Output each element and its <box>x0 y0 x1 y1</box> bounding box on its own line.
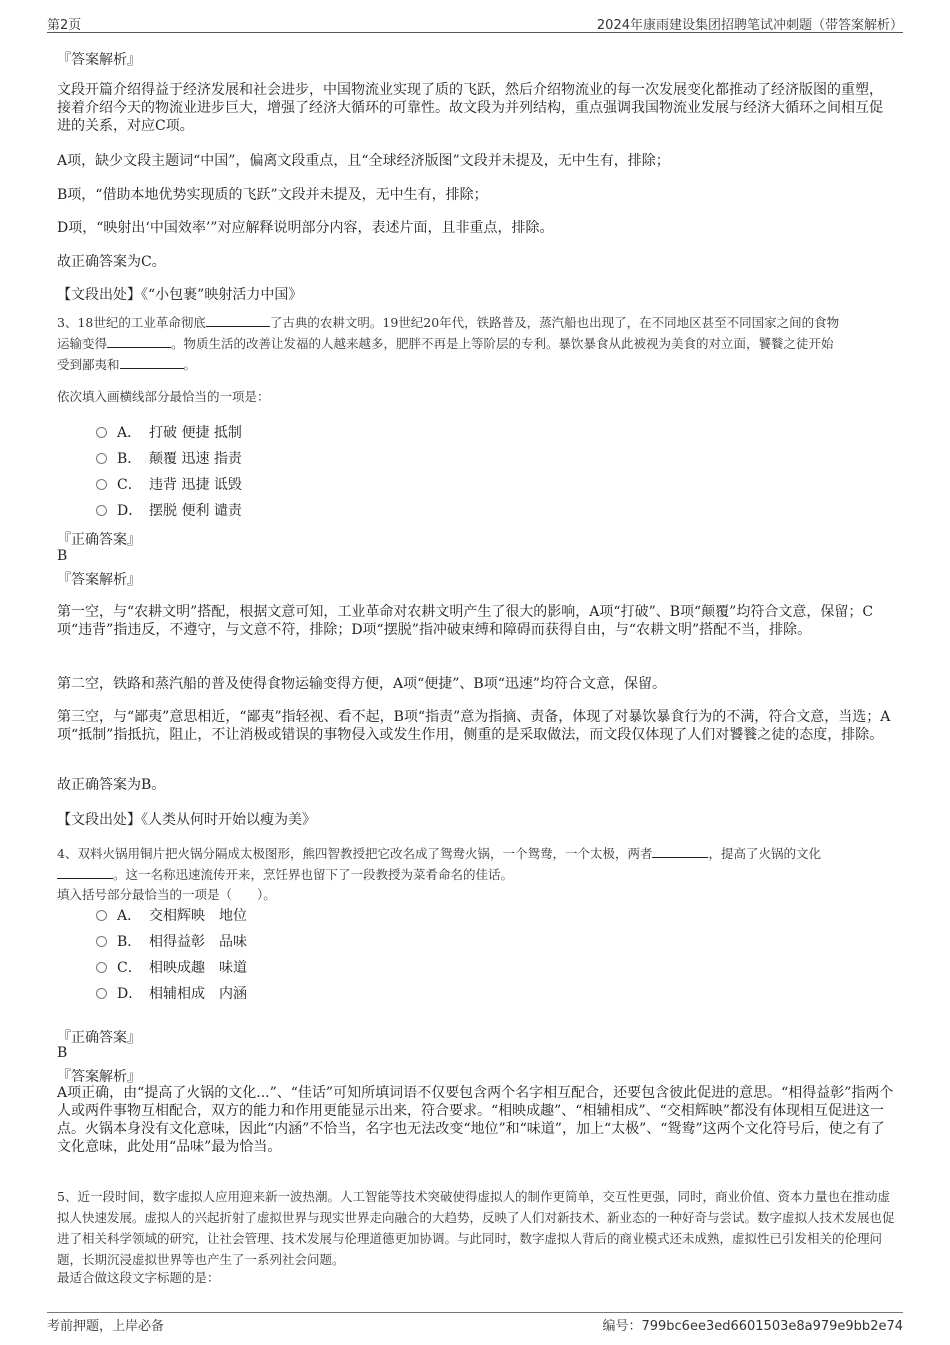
radio-icon[interactable] <box>96 479 107 490</box>
q3-analysis-label: 『答案解析』 <box>57 572 141 588</box>
radio-icon[interactable] <box>96 505 107 516</box>
q4-option-a[interactable]: A． 交相辉映 地位 <box>96 905 247 925</box>
q3-option-a[interactable]: A． 打破 便捷 抵制 <box>96 422 242 442</box>
radio-icon[interactable] <box>96 453 107 464</box>
q4-stem <box>57 843 897 885</box>
q5-stem: 5、近一段时间，数字虚拟人应用迎来新一波热潮。人工智能等技术突破使得虚拟人的制作更简单，交互性更强，同时，商业价值、资本力量也在推动虚拟人快速发展。虚拟人的兴起折射了虚拟世界与现实世界走向融合的大趋势，反映了人们对新技术、新业态的一种好奇与尝试。数字虚拟人技术发展也促进了相关科学领域的研究，让社会管理、技术发展与伦理道德更加协调。与此同时，数字虚拟人背后的商业模式还未成熟，虚拟性已引发相关的伦理问题，长期沉浸虚拟世界等也产生了一系列社会问题。 <box>57 1188 895 1267</box>
q3-stem-line-3: 受到鄙夷和 。 <box>57 357 197 372</box>
footer-doc-id: 编号：799bc6ee3ed6601503e8a979e9bb2e74 <box>602 1319 903 1334</box>
radio-icon[interactable] <box>96 962 107 973</box>
q4-option-b[interactable]: B． 相得益彰 品味 <box>96 931 247 951</box>
q3-option-b[interactable]: B． 颠覆 迅速 指责 <box>96 448 242 468</box>
q2-analysis-p1: 文段开篇介绍得益于经济发展和社会进步，中国物流业实现了质的飞跃，然后介绍物流业的每一次发展变化都推动了经济版图的重塑，接着介绍今天的物流业进步巨大，增强了经济大循环的可靠性。故文段为并列结构，重点强调我国物流业发展与经济大循环之间相互促进的关系，对应C项。 <box>57 82 883 134</box>
radio-icon[interactable] <box>96 427 107 438</box>
page-number: 第2页 <box>47 18 82 33</box>
q4-stem-line-2: 。这一名称迅速流传开来，烹饪界也留下了一段教授为菜肴命名的佳话。 <box>57 864 897 885</box>
q2-conclusion: 故正确答案为C。 <box>57 254 166 270</box>
q3-blank-3[interactable] <box>120 367 184 369</box>
radio-icon[interactable] <box>96 910 107 921</box>
radio-icon[interactable] <box>96 988 107 999</box>
page-header <box>47 10 903 33</box>
q3-blank-2[interactable] <box>107 346 171 348</box>
document-title: 2024年康雨建设集团招聘笔试冲刺题（带答案解析） <box>596 18 903 33</box>
q5-prompt: 最适合做这段文字标题的是： <box>57 1270 220 1285</box>
q3-source: 【文段出处】《人类从何时开始以瘦为美》 <box>57 812 316 828</box>
q4-analysis-label: 『答案解析』 <box>57 1069 141 1085</box>
q2-analysis-option-d: D项，“映射出‘中国效率’”对应解释说明部分内容，表述片面，且非重点，排除。 <box>57 220 554 236</box>
page-footer <box>47 1312 903 1334</box>
q4-prompt: 填入括号部分最恰当的一项是（ ）。 <box>57 887 276 902</box>
q4-analysis-p1: A项正确，由“提高了火锅的文化...”、“佳话”可知所填词语不仅要包含两个名字相互配合，还要包含彼此促进的意思。“相得益彰”指两个人或两件事物互相配合，双方的能力和作用更能显示出来，符合要求。“相映成趣”、“相辅相成”、“交相辉映”都没有体现相互促进这一点。火锅本身没有文化意味，因此“内涵”不恰当，名字也无法改变“地位”和“味道”，加上“太极”、“鸳鸯”这两个文化符号后，使之有了文化意味，此处用“品味”最为恰当。 <box>57 1085 894 1155</box>
q2-analysis-label: 『答案解析』 <box>57 52 141 68</box>
q4-blank-1[interactable] <box>652 856 708 858</box>
q3-answer-label: 『正确答案』 <box>57 532 141 548</box>
q3-answer: B <box>57 548 68 564</box>
radio-icon[interactable] <box>96 936 107 947</box>
q4-blank-2[interactable] <box>57 877 113 879</box>
q3-analysis-p2: 第二空，铁路和蒸汽船的普及使得食物运输变得方便，A项“便捷”、B项“迅速”均符合文意，保留。 <box>57 676 667 692</box>
q3-analysis-p1: 第一空，与“农耕文明”搭配，根据文意可知，工业革命对农耕文明产生了很大的影响，A项“打破”、B项“颠覆”均符合文意，保留；C项“违背”指违反，不遵守，与文意不符，排除；D项“摆脱”指冲破束缚和障碍而获得自由，与“农耕文明”搭配不当，排除。 <box>57 604 874 638</box>
q3-analysis-p3: 第三空，与“鄙夷”意思相近，“鄙夷”指轻视、看不起，B项“指责”意为指摘、责备，体现了对暴饮暴食行为的不满，符合文意，当选；A项“抵制”指抵抗，阻止，不让消极或错误的事物侵入或发生作用，侧重的是采取做法，而文段仅体现了人们对饕餮之徒的态度，排除。 <box>57 709 891 743</box>
q3-option-d[interactable]: D． 摆脱 便利 谴责 <box>96 500 242 520</box>
q3-conclusion: 故正确答案为B。 <box>57 777 166 793</box>
q3-stem-line-2: 运输变得 。物质生活的改善让发福的人越来越多，肥胖不再是上等阶层的专利。暴饮暴食从此被视为美食的对立面，饕餮之徒开始 <box>57 336 834 351</box>
q3-stem-line-1: 3、18世纪的工业革命彻底 了古典的农耕文明。19世纪20年代，铁路普及，蒸汽船也出现了，在不同地区甚至不同国家之间的食物 <box>57 315 840 330</box>
q4-stem-line-1: 4、双料火锅用铜片把火锅分隔成太极图形，熊四智教授把它改名成了鸳鸯火锅，一个鸳鸯，一个太极，两者 ，提高了火锅的文化 <box>57 846 821 861</box>
q4-answer-label: 『正确答案』 <box>57 1030 141 1046</box>
q3-stem <box>57 312 897 375</box>
q3-prompt: 依次填入画横线部分最恰当的一项是： <box>57 389 270 404</box>
q4-option-c[interactable]: C． 相映成趣 味道 <box>96 957 247 977</box>
q2-analysis-option-a: A项，缺少文段主题词“中国”，偏离文段重点，且“全球经济版图”文段并未提及，无中生有，排除； <box>57 153 670 169</box>
q3-blank-1[interactable] <box>206 325 270 327</box>
footer-slogan: 考前押题，上岸必备 <box>47 1319 165 1334</box>
q4-answer: B <box>57 1045 68 1061</box>
q3-option-c[interactable]: C． 违背 迅捷 诋毁 <box>96 474 242 494</box>
q4-option-d[interactable]: D． 相辅相成 内涵 <box>96 983 247 1003</box>
q2-analysis-option-b: B项，“借助本地优势实现质的飞跃”文段并未提及，无中生有，排除； <box>57 187 488 203</box>
q2-source: 【文段出处】《“小包裹”映射活力中国》 <box>57 287 303 303</box>
